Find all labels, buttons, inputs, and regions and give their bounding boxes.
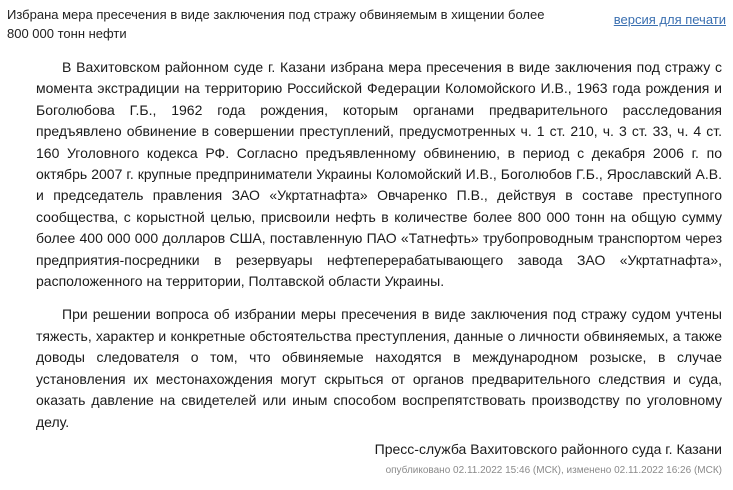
article-paragraph-2: При решении вопроса об избрании меры пресечения в виде заключения под стражу судом учтены тяжесть, характер и конкретные обстоятельства преступления, данные о личности обвиняемых, а также доводы следователя о том, что обвиняемые находятся в международном розыске, в случае установления их местонахождения могут скрыться от органов предварительного следствия и суда, оказать давление на свидетелей или иным способом воспрепятствовать производству по уголовному делу. [36,306,722,430]
print-version-link[interactable]: версия для печати [613,12,726,27]
publication-meta: опубликовано 02.11.2022 15:46 (МСК), изменено 02.11.2022 16:26 (МСК) [385,465,722,476]
article-body [36,57,722,445]
article-title: Избрана мера пресечения в виде заключения под стражу обвиняемым в хищении более 800 000 тонн нефти [7,7,545,41]
article-paragraph-1: В Вахитовском районном суде г. Казани избрана мера пресечения в виде заключения под стражу с момента экстрадиции на территорию Российской Федерации Коломойского И.В., 1963 года рождения и Боголюбова Г.Б., 1962 года рождения, которым органами предварительного расследования предъявлено обвинение в совершении преступлений, предусмотренных ч. 1 ст. 210, ч. 3 ст. 33, ч. 4 ст. 160 Уголовного кодекса РФ. Согласно предъявленному обвинению, в период с декабря 2006 г. по октябрь 2007 г. крупные предприниматели Украины Коломойский И.В., Боголюбов Г.Б., Ярославский А.В. и председатель правления ЗАО «Укртатнафта» Овчаренко П.В., действуя в составе преступного сообщества, с корыстной целью, присвоили нефть в количестве более 800 000 тонн на общую сумму более 400 000 000 долларов США, поставленную ПАО «Татнефть» трубопроводным транспортом через предприятия-посредники в резервуары нефтеперерабатывающего завода ЗАО «Укртатнафта», расположенного на территории, Полтавской области Украины. [36,59,722,290]
press-service-signature: Пресс-служба Вахитовского районного суда г. Казани [374,441,722,457]
article-header [0,0,733,44]
